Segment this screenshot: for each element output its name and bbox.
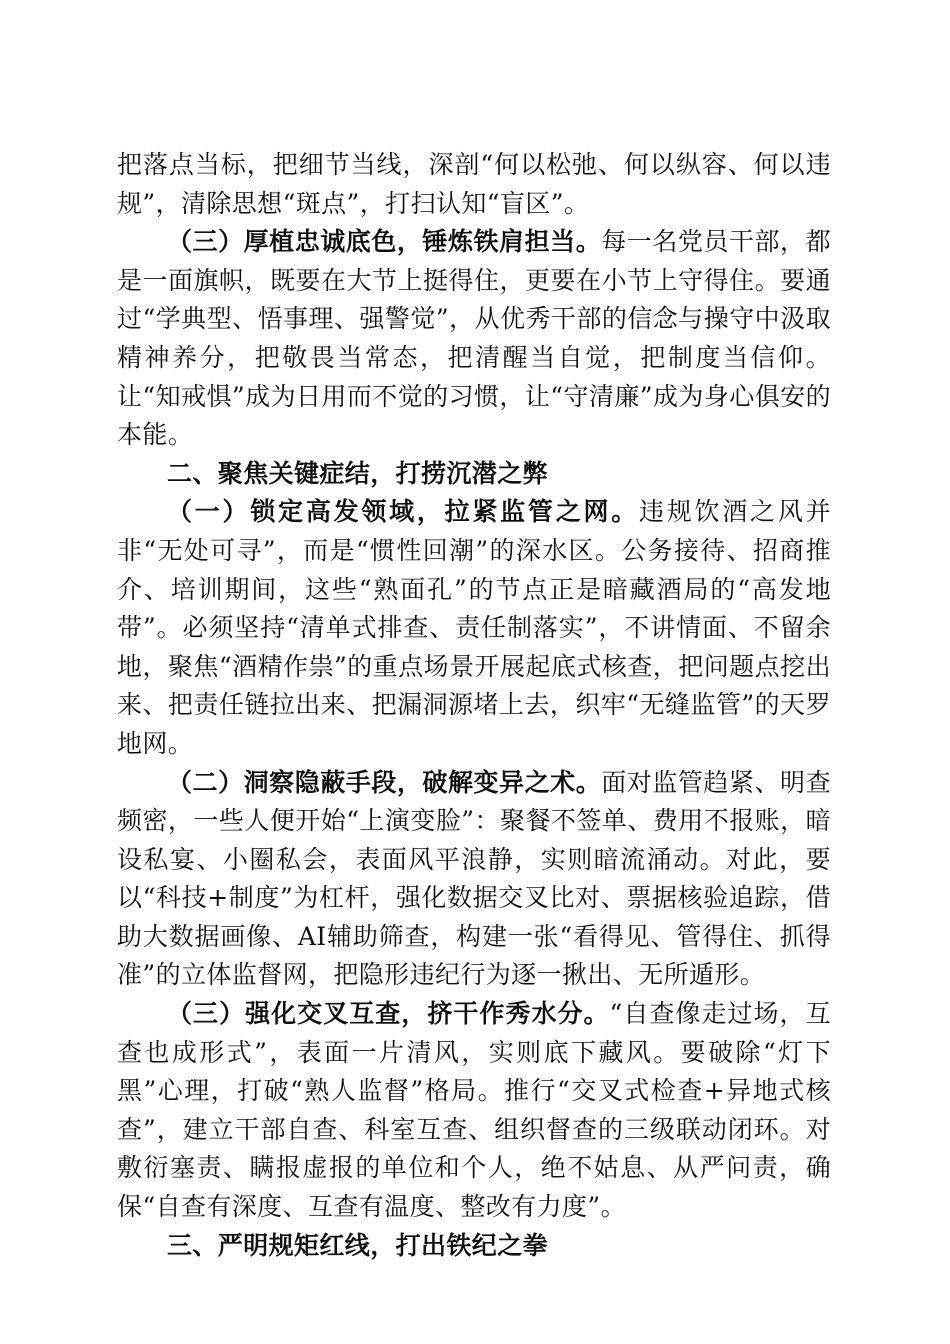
paragraph-body: 面对监管趋紧、明查频密，一些人便开始“上演变脸”：聚餐不签单、费用不报账，暗设私宴、小圈私会，表面风平浪静，实则暗流涌动。对此，要以“科技+制度”为杠杆，强化数据交叉比对、票据核验追踪，借助大数据画像、AI辅助筛查，构建一张“看得见、管得住、抓得准”的立体监督网，把隐形违纪行为逐一揪出、无所遁形。 — [117, 767, 831, 990]
paragraph-body: 每一名党员干部，都是一面旗帜，既要在大节上挺得住，更要在小节上守得住。要通过“学典型、悟事理、强警觉”，从优秀干部的信念与操守中汲取精神养分，把敬畏当常态，把清醒当自觉，把制度当信仰。让“知戒惧”成为日用而不觉的习惯，让“守清廉”成为身心俱安的本能。 — [117, 227, 831, 450]
paragraph-body: “自查像走过场，互查也成形式”，表面一片清风，实则底下藏风。要破除“灯下黑”心理，打破“熟人监督”格局。推行“交叉式检查+异地式核查”，建立干部自查、科室互查、组织督查的三级联动闭环。对敷衍塞责、瞒报虚报的单位和个人，绝不姑息、从严问责，确保“自查有深度、互查有温度、整改有力度”。 — [117, 999, 831, 1222]
section-heading-3: 三、严明规矩红线，打出铁纪之拳 — [167, 1230, 549, 1260]
section-heading-2: 二、聚焦关键症结，打捞沉潜之弊 — [167, 458, 549, 488]
paragraph-2-2 — [117, 764, 831, 996]
subheading-lead: （二）洞察隐蔽手段，破解变异之术。 — [167, 767, 602, 797]
document-page — [117, 146, 831, 1265]
paragraph-2-1 — [117, 493, 831, 763]
paragraph-3-loyalty — [117, 223, 831, 455]
subheading-lead: （一）锁定高发领域，拉紧监管之网。 — [167, 497, 639, 527]
subheading-lead: （三）强化交叉互查，挤干作秀水分。 — [167, 999, 610, 1029]
subheading-lead: （三）厚植忠诚底色，锤炼铁肩担当。 — [167, 227, 602, 257]
paragraph-2-3 — [117, 995, 831, 1227]
paragraph-continuation: 把落点当标，把细节当线，深剖“何以松弛、何以纵容、何以违规”，清除思想“斑点”，打扫认知“盲区”。 — [117, 150, 831, 218]
paragraph-body: 违规饮酒之风并非“无处可寻”，而是“惯性回潮”的深水区。公务接待、招商推介、培训期间，这些“熟面孔”的节点正是暗藏酒局的“高发地带”。必须坚持“清单式排查、责任制落实”，不讲情面、不留余地，聚焦“酒精作祟”的重点场景开展起底式核查，把问题点挖出来、把责任链拉出来、把漏洞源堵上去，织牢“无缝监管”的天罗地网。 — [117, 497, 831, 758]
